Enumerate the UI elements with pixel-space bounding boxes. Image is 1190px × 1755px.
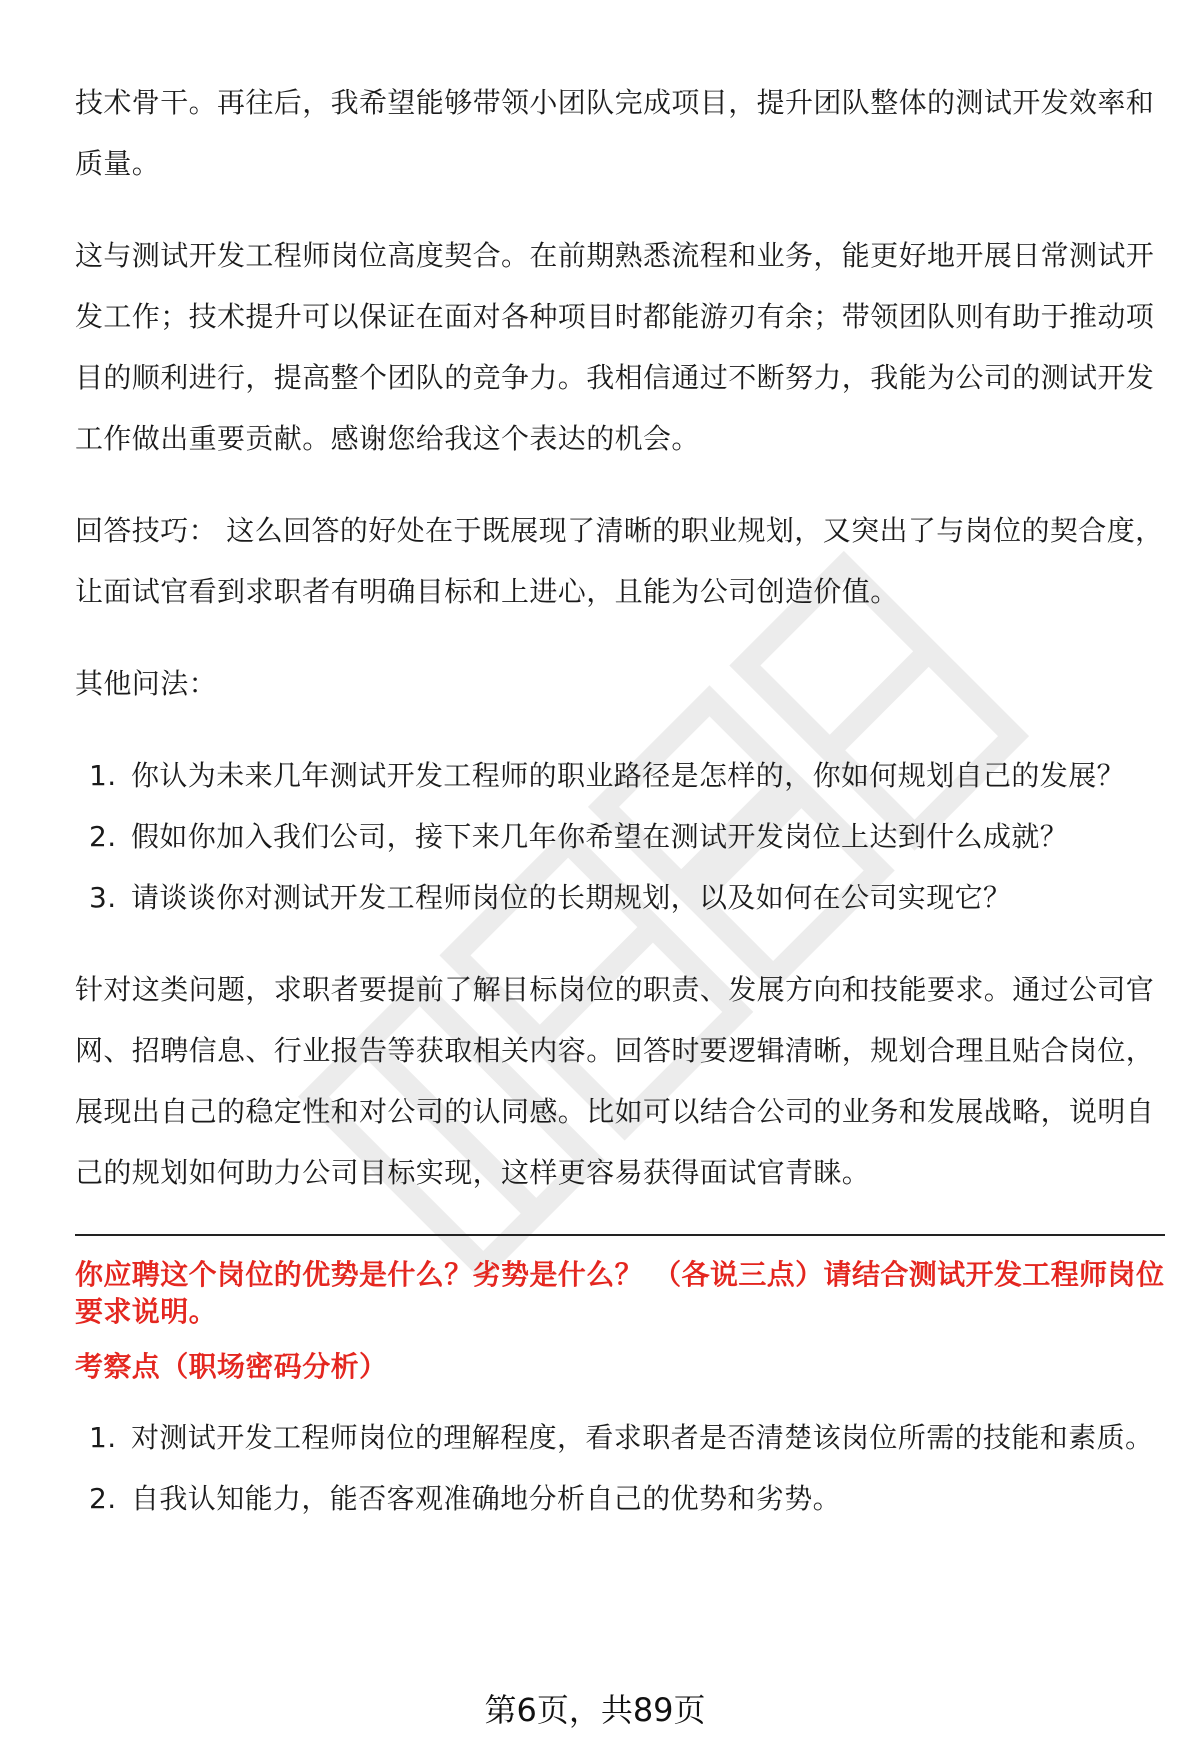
paragraph-continuation: 技术骨干。再往后，我希望能够带领小团队完成项目，提升团队整体的测试开发效率和质量。 [75, 86, 1155, 180]
page-number-footer: 第6页，共89页 [484, 1691, 706, 1729]
list-item-text: 请谈谈你对测试开发工程师岗位的长期规划，以及如何在公司实现它？ [131, 881, 1012, 914]
paragraph-advice: 针对这类问题，求职者要提前了解目标岗位的职责、发展方向和技能要求。通过公司官网、招聘信息、行业报告等获取相关内容。回答时要逻辑清晰，规划合理且贴合岗位，展现出自己的稳定性和对公司的认同感。比如可以结合公司的业务和发展战略，说明自己的规划如何助力公司目标实现，这样更容易获得面试官青睐。 [75, 973, 1155, 1189]
list-number: 2. [89, 1482, 117, 1515]
section-divider [75, 1234, 1165, 1236]
list-item [75, 1468, 1165, 1529]
list-item-text: 对测试开发工程师岗位的理解程度，看求职者是否清楚该岗位所需的技能和素质。 [131, 1421, 1154, 1454]
paragraph-other-questions-label: 其他问法： [75, 667, 218, 700]
other-questions-list [75, 745, 1165, 928]
list-item-text: 你认为未来几年测试开发工程师的职业路径是怎样的，你如何规划自己的发展？ [131, 759, 1126, 792]
paragraph-fit-explanation: 这与测试开发工程师岗位高度契合。在前期熟悉流程和业务，能更好地开展日常测试开发工作；技术提升可以保证在面对各种项目时都能游刃有余；带领团队则有助于推动项目的顺利进行，提高整个团队的竞争力。我相信通过不断努力，我能为公司的测试开发工作做出重要贡献。感谢您给我这个表达的机会。 [75, 239, 1155, 455]
analysis-points-list [75, 1407, 1165, 1529]
list-number: 1. [89, 759, 117, 792]
list-number: 1. [89, 1421, 117, 1454]
analysis-subheading: 考察点（职场密码分析） [75, 1350, 388, 1383]
list-number: 3. [89, 881, 117, 914]
list-item-text: 自我认知能力，能否客观准确地分析自己的优势和劣势。 [131, 1482, 842, 1515]
question-heading: 你应聘这个岗位的优势是什么？劣势是什么？ （各说三点）请结合测试开发工程师岗位要求说明。 [75, 1258, 1165, 1328]
list-item [75, 745, 1165, 806]
list-item-text: 假如你加入我们公司，接下来几年你希望在测试开发岗位上达到什么成就？ [131, 820, 1069, 853]
list-item [75, 867, 1165, 928]
list-item [75, 1407, 1165, 1468]
list-number: 2. [89, 820, 117, 853]
paragraph-answer-tip: 回答技巧： 这么回答的好处在于既展现了清晰的职业规划，又突出了与岗位的契合度，让面试官看到求职者有明确目标和上进心，且能为公司创造价值。 [75, 514, 1164, 608]
main-content [75, 72, 1165, 1560]
list-item [75, 806, 1165, 867]
